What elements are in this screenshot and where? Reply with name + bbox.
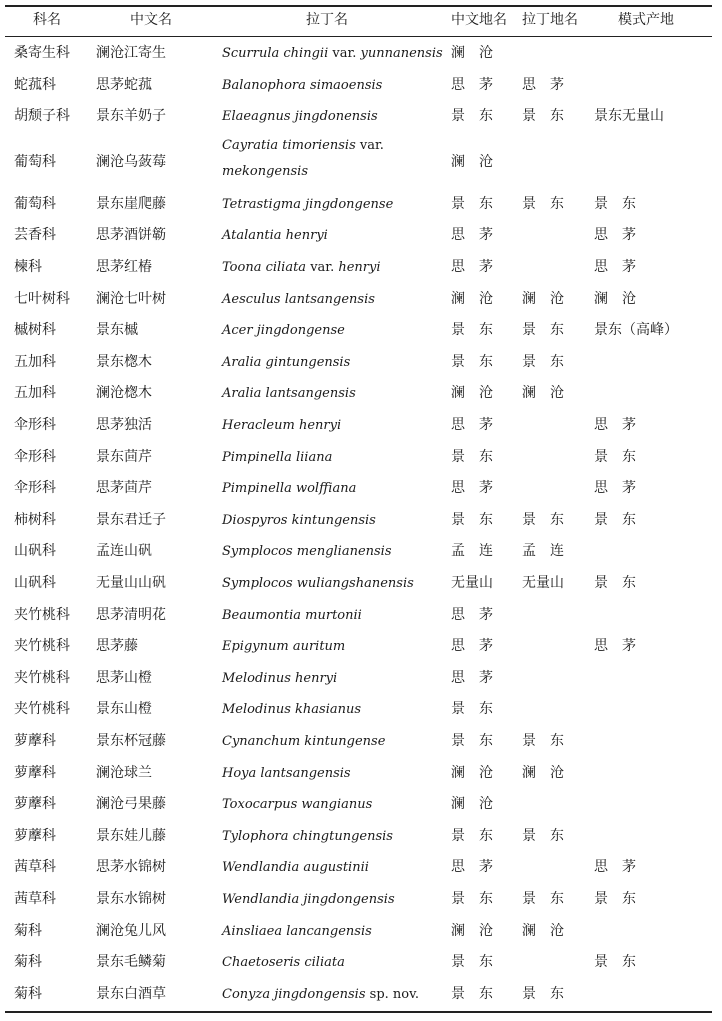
latin-binomial: Pimpinella wolffiana: [222, 481, 357, 497]
latin-rank: var.: [355, 137, 384, 153]
cell-type-locality: 景 东: [594, 575, 636, 591]
cell-chinese-locality: 思 茅: [451, 76, 493, 93]
table-row: [0, 252, 722, 283]
cell-latin-locality: 景 东: [522, 827, 564, 844]
cell-family: 五加科: [14, 385, 56, 402]
cell-chinese-name: 景东娃儿藤: [96, 827, 166, 844]
cell-chinese-name: 无量山山矾: [96, 575, 166, 591]
table-header-row: [0, 5, 722, 36]
latin-binomial: Symplocos wuliangshanensis: [222, 576, 414, 591]
cell-latin-locality: 景 东: [522, 353, 564, 370]
cell-chinese-locality: 澜 沧: [451, 153, 493, 170]
cell-chinese-locality: 思 茅: [451, 859, 493, 876]
cell-latin-locality: 景 东: [522, 195, 564, 212]
cell-family: 芸香科: [14, 227, 56, 244]
latin-binomial: Wendlandia augustinii: [222, 860, 369, 876]
cell-chinese-name: 景东杯冠藤: [96, 733, 166, 749]
cell-chinese-name: 思茅酒饼簕: [96, 227, 166, 244]
cell-chinese-locality: 景 东: [451, 985, 493, 1002]
cell-chinese-locality: 澜 沧: [451, 290, 493, 307]
latin-binomial: Aesculus lantsangensis: [222, 291, 375, 307]
cell-chinese-name: 景东槭: [96, 322, 138, 339]
latin-binomial: Pimpinella liiana: [222, 449, 333, 465]
table-row: [0, 758, 722, 789]
cell-latin-name: [222, 979, 419, 1010]
cell-latin-name: [222, 101, 378, 132]
table-row: [0, 726, 722, 757]
cell-latin-name: [222, 38, 443, 69]
latin-binomial: Epigynum auritum: [222, 639, 346, 655]
cell-latin-locality: 景 东: [522, 108, 564, 125]
cell-chinese-name: 景东楤木: [96, 353, 152, 370]
cell-latin-locality: 澜 沧: [522, 290, 564, 307]
cell-type-locality: 思 茅: [594, 227, 636, 244]
cell-chinese-name: 景东白酒草: [96, 985, 166, 1002]
cell-latin-name: [222, 789, 372, 820]
cell-chinese-name: 澜沧七叶树: [96, 290, 166, 307]
latin-binomial: Symplocos menglianensis: [222, 544, 392, 560]
cell-chinese-name: 澜沧球兰: [96, 764, 152, 781]
cell-type-locality: 景东（高峰）: [594, 322, 678, 339]
cell-chinese-locality: 孟 连: [451, 543, 493, 560]
table-row: [0, 916, 722, 947]
cell-type-locality: 思 茅: [594, 859, 636, 876]
cell-latin-name: [222, 916, 372, 947]
cell-chinese-locality: 澜 沧: [451, 922, 493, 939]
latin-binomial: Tetrastigma jingdongense: [222, 196, 394, 212]
cell-chinese-name: 孟连山矾: [96, 543, 152, 560]
latin-binomial: Toxocarpus wangianus: [222, 797, 373, 813]
table-row: [0, 536, 722, 567]
cell-chinese-locality: 澜 沧: [451, 764, 493, 781]
latin-rank: var.: [306, 260, 339, 275]
table-row: [0, 821, 722, 852]
table-row: [0, 220, 722, 251]
cell-chinese-locality: 景 东: [451, 733, 493, 749]
cell-chinese-name: 澜沧兔儿风: [96, 922, 166, 939]
cell-chinese-name: 思茅山橙: [96, 669, 152, 686]
cell-family: 菊科: [14, 922, 42, 939]
cell-latin-name: [222, 70, 382, 101]
latin-infraspecific: yunnanensis: [360, 46, 443, 61]
table-row: [0, 284, 722, 315]
cell-chinese-locality: 思 茅: [451, 606, 493, 623]
table-row: [0, 473, 722, 504]
cell-family: 菊科: [14, 954, 42, 971]
cell-latin-locality: 澜 沧: [522, 385, 564, 402]
cell-family: 菊科: [14, 985, 42, 1002]
cell-latin-locality: 澜 沧: [522, 922, 564, 939]
cell-chinese-name: 景东崖爬藤: [96, 195, 166, 212]
cell-type-locality: 思 茅: [594, 638, 636, 655]
cell-latin-name: [222, 473, 356, 504]
table-row: [0, 600, 722, 631]
table-row: [0, 410, 722, 441]
header-latin-locality: 拉丁地名: [522, 12, 578, 28]
cell-chinese-locality: 景 东: [451, 108, 493, 125]
latin-binomial: Hoya lantsangensis: [222, 765, 351, 781]
table-row: [0, 505, 722, 536]
table-row: [0, 442, 722, 473]
cell-family: 伞形科: [14, 417, 56, 433]
cell-chinese-locality: 景 东: [451, 891, 493, 907]
header-latin-name: 拉丁名: [306, 12, 348, 28]
table-row: [0, 133, 722, 191]
latin-binomial: Chaetoseris ciliata: [222, 955, 345, 971]
cell-type-locality: 景 东: [594, 891, 636, 907]
table-row: [0, 694, 722, 725]
cell-chinese-name: 景东山橙: [96, 701, 152, 718]
latin-rank: sp. nov.: [365, 986, 420, 1002]
cell-latin-locality: 景 东: [522, 985, 564, 1002]
table-row: [0, 631, 722, 662]
latin-binomial: Cayratia timoriensis: [222, 137, 356, 153]
cell-chinese-name: 思茅藤: [96, 638, 138, 655]
cell-chinese-locality: 景 东: [451, 954, 493, 971]
cell-chinese-name: 思茅茴芹: [96, 480, 152, 497]
cell-type-locality: 思 茅: [594, 417, 636, 433]
cell-family: 楝科: [14, 259, 42, 275]
cell-latin-name: [222, 600, 362, 631]
cell-chinese-name: 景东茴芹: [96, 448, 152, 465]
table-row: [0, 947, 722, 978]
latin-binomial: Aralia lantsangensis: [222, 386, 356, 402]
cell-family: 萝藦科: [14, 796, 56, 813]
cell-chinese-name: 景东水锦树: [96, 891, 166, 907]
cell-latin-name: [222, 189, 393, 220]
table-row: [0, 347, 722, 378]
table-row: [0, 315, 722, 346]
cell-latin-locality: 景 东: [522, 322, 564, 339]
cell-latin-locality: 澜 沧: [522, 764, 564, 781]
cell-latin-name: [222, 821, 393, 852]
cell-latin-name: [222, 726, 385, 757]
cell-chinese-name: 景东毛鳞菊: [96, 954, 166, 971]
cell-chinese-name: 澜沧弓果藤: [96, 796, 166, 813]
table-header-rule: [5, 36, 712, 37]
cell-latin-name: [222, 442, 332, 473]
cell-chinese-locality: 澜 沧: [451, 796, 493, 813]
latin-binomial: Beaumontia murtonii: [222, 607, 362, 623]
cell-chinese-name: 思茅红椿: [96, 259, 152, 275]
table-row: [0, 663, 722, 694]
table-row: [0, 789, 722, 820]
table-bottom-rule: [5, 1011, 712, 1013]
cell-chinese-locality: 景 东: [451, 195, 493, 212]
cell-latin-name: [222, 133, 437, 185]
cell-family: 柿树科: [14, 511, 56, 528]
cell-chinese-name: 澜沧楤木: [96, 385, 152, 402]
cell-latin-name: [222, 947, 345, 978]
cell-chinese-locality: 思 茅: [451, 417, 493, 433]
cell-family: 萝藦科: [14, 827, 56, 844]
cell-family: 葡萄科: [14, 195, 56, 212]
cell-family: 萝藦科: [14, 764, 56, 781]
cell-chinese-locality: 思 茅: [451, 480, 493, 497]
cell-type-locality: 景 东: [594, 448, 636, 465]
cell-chinese-name: 思茅水锦树: [96, 859, 166, 876]
cell-latin-name: [222, 378, 356, 409]
latin-binomial: Heracleum henryi: [222, 418, 342, 433]
cell-family: 葡萄科: [14, 153, 56, 170]
table-row: [0, 568, 722, 599]
latin-binomial: Atalantia henryi: [222, 228, 328, 244]
header-type-locality: 模式产地: [618, 12, 674, 28]
cell-chinese-locality: 思 茅: [451, 638, 493, 655]
table-row: [0, 378, 722, 409]
latin-binomial: Tylophora chingtungensis: [222, 828, 393, 844]
cell-latin-name: [222, 852, 369, 883]
cell-type-locality: 思 茅: [594, 480, 636, 497]
cell-latin-name: [222, 631, 345, 662]
latin-binomial: Melodinus khasianus: [222, 702, 362, 718]
latin-binomial: Diospyros kintungensis: [222, 512, 376, 528]
cell-chinese-locality: 澜 沧: [451, 385, 493, 402]
cell-family: 槭树科: [14, 322, 56, 339]
cell-family: 夹竹桃科: [14, 669, 70, 686]
cell-latin-name: [222, 568, 414, 599]
cell-chinese-name: 澜沧江寄生: [96, 45, 166, 61]
cell-chinese-name: 景东羊奶子: [96, 108, 166, 125]
cell-latin-name: [222, 315, 345, 346]
cell-family: 五加科: [14, 353, 56, 370]
cell-latin-name: [222, 884, 395, 915]
latin-binomial: Acer jingdongense: [222, 323, 345, 339]
cell-latin-name: [222, 758, 351, 789]
cell-latin-name: [222, 536, 392, 567]
cell-family: 夹竹桃科: [14, 606, 70, 623]
cell-family: 山矾科: [14, 543, 56, 560]
cell-type-locality: 思 茅: [594, 259, 636, 275]
cell-family: 伞形科: [14, 480, 56, 497]
cell-latin-name: [222, 220, 328, 251]
cell-family: 萝藦科: [14, 733, 56, 749]
cell-latin-locality: 无量山: [522, 575, 564, 591]
cell-chinese-locality: 无量山: [451, 575, 493, 591]
cell-type-locality: 景 东: [594, 954, 636, 971]
cell-type-locality: 澜 沧: [594, 290, 636, 307]
cell-chinese-locality: 景 东: [451, 511, 493, 528]
cell-family: 胡颓子科: [14, 108, 70, 125]
cell-chinese-locality: 思 茅: [451, 669, 493, 686]
cell-latin-locality: 孟 连: [522, 543, 564, 560]
table-row: [0, 852, 722, 883]
header-chinese-name: 中文名: [130, 12, 172, 28]
latin-binomial: Wendlandia jingdongensis: [222, 892, 395, 907]
cell-chinese-locality: 景 东: [451, 353, 493, 370]
cell-latin-locality: 思 茅: [522, 76, 564, 93]
table-row: [0, 70, 722, 101]
cell-latin-name: [222, 663, 337, 694]
cell-family: 七叶树科: [14, 290, 70, 307]
cell-chinese-name: 思茅蛇菰: [96, 76, 152, 93]
cell-type-locality: 景 东: [594, 511, 636, 528]
cell-latin-locality: 景 东: [522, 891, 564, 907]
latin-binomial: Scurrula chingii: [222, 46, 329, 61]
latin-binomial: Cynanchum kintungense: [222, 734, 386, 749]
header-family: 科名: [33, 12, 61, 28]
latin-rank: var.: [328, 46, 361, 61]
cell-chinese-name: 景东君迁子: [96, 511, 166, 528]
cell-latin-name: [222, 347, 350, 378]
latin-infraspecific: mekongensis: [222, 163, 308, 179]
latin-binomial: Aralia gintungensis: [222, 354, 351, 370]
cell-chinese-name: 思茅清明花: [96, 606, 166, 623]
table-row: [0, 38, 722, 69]
cell-type-locality: 景东无量山: [594, 108, 664, 125]
table-row: [0, 189, 722, 220]
cell-latin-locality: 景 东: [522, 511, 564, 528]
cell-chinese-name: 思茅独活: [96, 417, 152, 433]
cell-chinese-locality: 景 东: [451, 827, 493, 844]
cell-chinese-locality: 景 东: [451, 701, 493, 718]
table-row: [0, 884, 722, 915]
cell-chinese-name: 澜沧乌蔹莓: [96, 153, 166, 170]
cell-chinese-locality: 思 茅: [451, 227, 493, 244]
cell-family: 茜草科: [14, 891, 56, 907]
cell-type-locality: 景 东: [594, 195, 636, 212]
cell-latin-name: [222, 505, 376, 536]
table-row: [0, 979, 722, 1010]
latin-binomial: Elaeagnus jingdonensis: [222, 109, 378, 125]
latin-binomial: Melodinus henryi: [222, 670, 338, 686]
cell-chinese-locality: 澜 沧: [451, 45, 493, 61]
cell-latin-name: [222, 284, 375, 315]
cell-chinese-locality: 景 东: [451, 448, 493, 465]
cell-family: 蛇菰科: [14, 76, 56, 93]
cell-family: 桑寄生科: [14, 45, 70, 61]
cell-family: 茜草科: [14, 859, 56, 876]
cell-family: 山矾科: [14, 575, 56, 591]
cell-latin-name: [222, 252, 381, 283]
cell-latin-name: [222, 694, 361, 725]
latin-binomial: Toona ciliata: [222, 260, 307, 275]
latin-binomial: Balanophora simaoensis: [222, 77, 383, 93]
cell-chinese-locality: 思 茅: [451, 259, 493, 275]
latin-binomial: Conyza jingdongensis: [222, 986, 366, 1002]
cell-family: 伞形科: [14, 448, 56, 465]
cell-latin-name: [222, 410, 341, 441]
table-row: [0, 101, 722, 132]
cell-chinese-locality: 景 东: [451, 322, 493, 339]
header-chinese-locality: 中文地名: [451, 12, 507, 28]
cell-family: 夹竹桃科: [14, 638, 70, 655]
latin-infraspecific: henryi: [338, 260, 381, 275]
cell-family: 夹竹桃科: [14, 701, 70, 718]
cell-latin-locality: 景 东: [522, 733, 564, 749]
latin-binomial: Ainsliaea lancangensis: [222, 923, 372, 939]
